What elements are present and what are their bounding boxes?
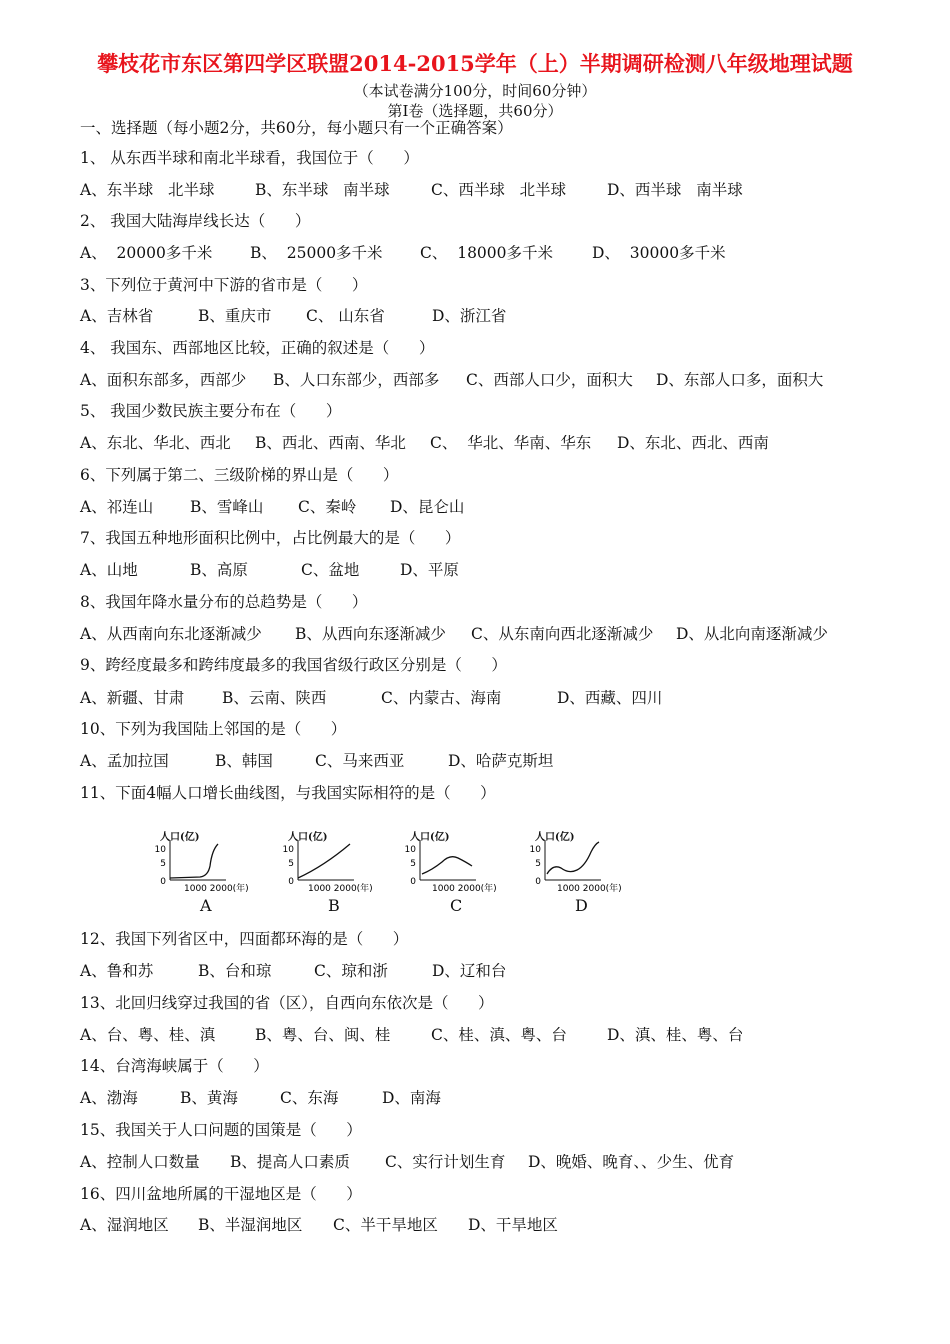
chart-panel-b [282,828,398,920]
answer-option: B、半湿润地区 [198,1216,303,1234]
answer-option: D、干旱地区 [468,1216,558,1234]
answer-option: A、渤海 [80,1089,138,1107]
answer-option: B、台和琼 [198,962,272,980]
question-stem: 6、下列属于第二、三级阶梯的界山是（ ） [80,466,399,484]
panel-letter: C [450,896,463,915]
panel-letter: B [328,896,340,915]
instructions: 一、选择题（每小题2分，共60分，每小题只有一个正确答案） [80,119,513,137]
exam-title: 攀枝花市东区第四学区联盟2014-2015学年（上）半期调研检测八年级地理试题 [97,51,853,76]
y-tick: 10 [282,845,294,855]
answer-option: C、半干旱地区 [333,1216,438,1234]
y-tick: 10 [529,845,541,855]
answer-option: A、祁连山 [80,498,154,516]
curve-chart-d [529,828,645,900]
curve-chart-c [404,828,520,900]
y-tick: 0 [535,877,541,887]
question-stem: 13、北回归线穿过我国的省（区），自西向东依次是（ ） [80,994,494,1012]
question-stem: 12、我国下列省区中，四面都环海的是（ ） [80,930,409,948]
answer-option: B、 25000多千米 [250,244,383,262]
question-stem: 16、四川盆地所属的干湿地区是（ ） [80,1185,362,1203]
question-stem: 2、 我国大陆海岸线长达（ ） [80,212,311,230]
answer-option: A、东北、华北、西北 [80,434,231,452]
answer-option: D、昆仑山 [390,498,465,516]
answer-option: C、实行计划生育 [385,1153,506,1171]
section-heading: 第Ⅰ卷（选择题，共60分） [387,102,563,120]
answer-option: D、哈萨克斯坦 [448,752,554,770]
y-tick: 5 [410,859,416,869]
y-tick: 0 [288,877,294,887]
answer-option: C、 18000多千米 [420,244,554,262]
answer-option: D、平原 [400,561,459,579]
y-tick: 0 [160,877,166,887]
answer-option: B、从西向东逐渐减少 [295,625,446,643]
question-stem: 4、 我国东、西部地区比较，正确的叙述是（ ） [80,339,435,357]
answer-option: D、东北、西北、西南 [617,434,769,452]
question-stem: 10、下列为我国陆上邻国的是（ ） [80,720,347,738]
answer-option: B、重庆市 [198,307,272,325]
y-axis-label: 人口(亿) [410,832,450,843]
answer-option: A、控制人口数量 [80,1153,200,1171]
answer-option: B、雪峰山 [190,498,264,516]
answer-option: D、西半球 南半球 [607,181,743,199]
answer-option: C、东海 [280,1089,339,1107]
answer-option: A、从西南向东北逐渐减少 [80,625,262,643]
answer-option: C、盆地 [301,561,360,579]
x-tick: 1000 2000(年) [308,884,373,894]
answer-option: C、桂、滇、粤、台 [431,1026,567,1044]
answer-option: B、韩国 [215,752,273,770]
answer-option: D、从北向南逐渐减少 [676,625,828,643]
y-axis-label: 人口(亿) [160,832,200,843]
answer-option: A、新疆、甘肃 [80,689,185,707]
answer-option: D、 30000多千米 [592,244,726,262]
question-stem: 8、我国年降水量分布的总趋势是（ ） [80,593,368,611]
question-stem: 9、跨经度最多和跨纬度最多的我国省级行政区分别是（ ） [80,656,507,674]
answer-option: B、东半球 南半球 [255,181,390,199]
curve-chart-b [282,828,398,900]
answer-option: C、从东南向西北逐渐减少 [471,625,654,643]
answer-option: D、滇、桂、粤、台 [607,1026,744,1044]
answer-option: B、黄海 [180,1089,238,1107]
panel-letter: A [200,896,212,915]
x-tick: 1000 2000(年) [184,884,249,894]
answer-option: A、孟加拉国 [80,752,169,770]
answer-option: A、东半球 北半球 [80,181,215,199]
question-stem: 7、我国五种地形面积比例中，占比例最大的是（ ） [80,529,461,547]
population-growth-figure [154,828,680,920]
answer-option: C、 山东省 [306,307,385,325]
answer-option: A、吉林省 [80,307,154,325]
answer-option: D、晚婚、晚育、、少生、优育 [528,1153,735,1171]
answer-option: A、台、粤、桂、滇 [80,1026,216,1044]
y-tick: 0 [410,877,416,887]
x-tick: 1000 2000(年) [557,884,622,894]
answer-option: C、秦岭 [298,498,357,516]
answer-option: A、湿润地区 [80,1216,169,1234]
y-tick: 10 [154,845,166,855]
answer-option: D、浙江省 [432,307,507,325]
y-axis-label: 人口(亿) [535,832,575,843]
y-axis-label: 人口(亿) [288,832,328,843]
answer-option: B、人口东部少，西部多 [273,371,440,389]
answer-option: B、提高人口素质 [230,1153,350,1171]
answer-option: C、西半球 北半球 [431,181,567,199]
x-tick: 1000 2000(年) [432,884,497,894]
answer-option: A、面积东部多，西部少 [80,371,247,389]
answer-option: D、南海 [382,1089,441,1107]
question-stem: 5、 我国少数民族主要分布在（ ） [80,402,342,420]
answer-option: D、东部人口多，面积大 [656,371,824,389]
question-stem: 11、下面4幅人口增长曲线图，与我国实际相符的是（ ） [80,784,496,802]
answer-option: C、 华北、华南、华东 [430,434,592,452]
panel-letter: D [575,896,588,915]
answer-option: A、鲁和苏 [80,962,154,980]
chart-panel-d [529,828,645,920]
exam-subtitle: （本试卷满分100分，时间60分钟） [353,82,597,100]
answer-option: D、西藏、四川 [557,689,663,707]
answer-option: A、山地 [80,561,138,579]
question-stem: 3、下列位于黄河中下游的省市是（ ） [80,276,368,294]
y-tick: 10 [404,845,416,855]
answer-option: B、云南、陕西 [222,689,327,707]
answer-option: B、粤、台、闽、桂 [255,1026,391,1044]
answer-option: A、 20000多千米 [80,244,213,262]
answer-option: D、辽和台 [432,962,507,980]
chart-panel-a [154,828,270,920]
y-tick: 5 [535,859,541,869]
answer-option: B、高原 [190,561,248,579]
chart-panel-c [404,828,520,920]
answer-option: B、西北、西南、华北 [255,434,406,452]
answer-option: C、内蒙古、海南 [381,689,502,707]
y-tick: 5 [160,859,166,869]
answer-option: C、马来西亚 [315,752,405,770]
answer-option: C、西部人口少，面积大 [466,371,633,389]
curve-chart-a [154,828,270,900]
question-stem: 15、我国关于人口问题的国策是（ ） [80,1121,362,1139]
question-stem: 1、 从东西半球和南北半球看，我国位于（ ） [80,149,419,167]
question-stem: 14、台湾海峡属于（ ） [80,1057,269,1075]
y-tick: 5 [288,859,294,869]
answer-option: C、琼和浙 [314,962,388,980]
